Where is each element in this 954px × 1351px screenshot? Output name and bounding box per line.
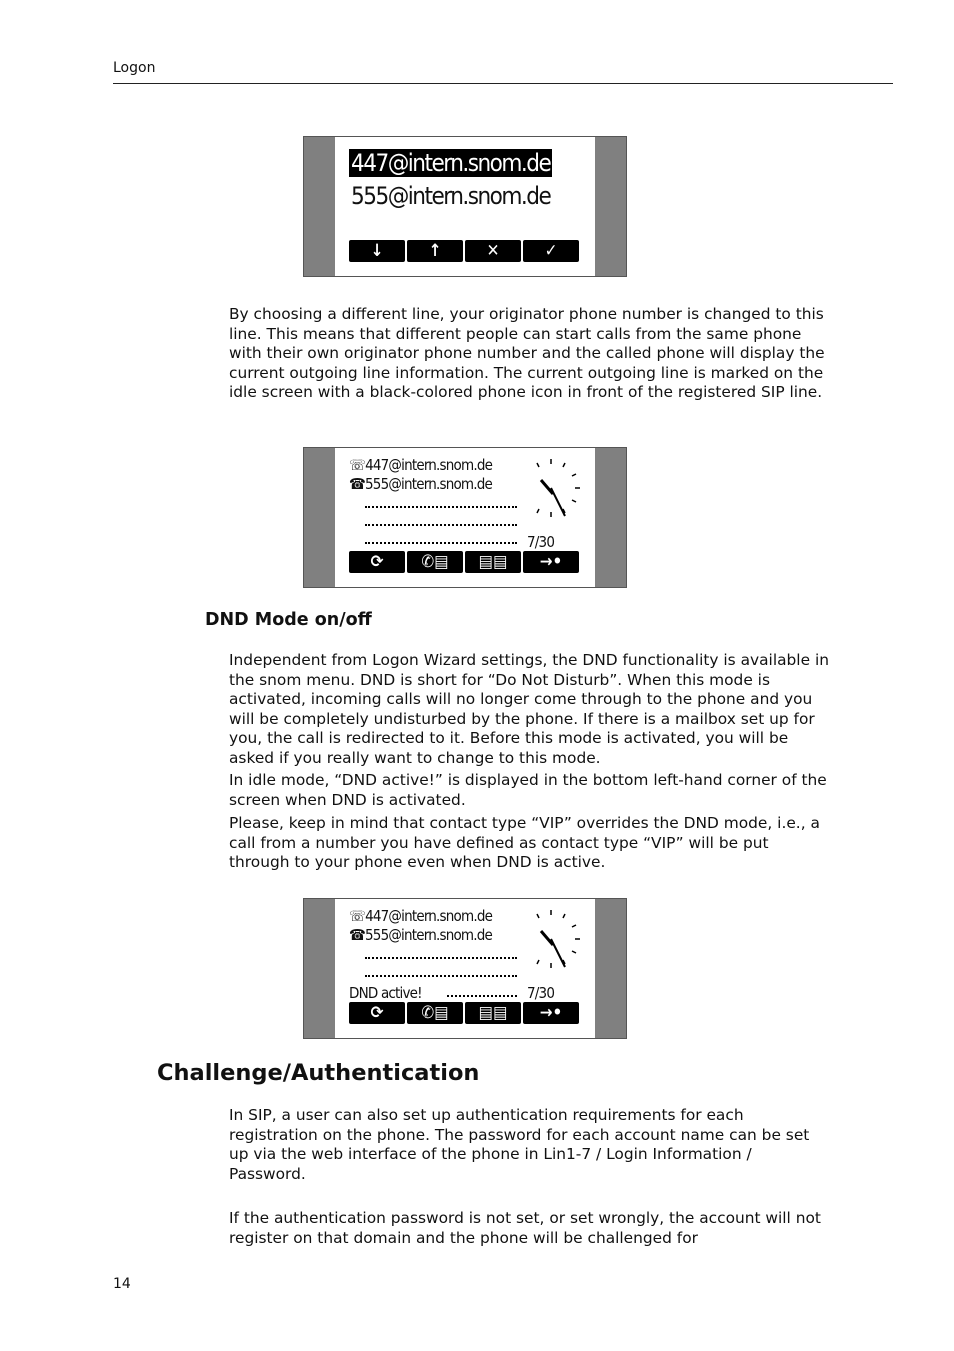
- section-heading-dnd: DND Mode on/off: [205, 610, 372, 630]
- lcd-display: [335, 448, 595, 587]
- paragraph-dnd-intro: Independent from Logon Wizard settings, the DND functionality is available in the snom menu. DND is short for “Do Not Disturb”. When this mode is activated, incoming calls will no longer come through to the phone and you will be completely undisturbed by the phone. If there is a mailbox set up for you, the call is redirected to it. Before this mode is activated, you will be asked if you really want to change to this mode.: [229, 651, 829, 767]
- selected-line: 447@intern.snom.de: [351, 149, 551, 177]
- lcd-display: [335, 137, 595, 276]
- screen-frame-left: [304, 137, 335, 276]
- registered-line-1: ☏447@intern.snom.de: [349, 456, 493, 474]
- paragraph-challenge-password: If the authentication password is not set, or set wrongly, the account will not register on that domain and the phone will be challenged for: [229, 1209, 821, 1247]
- up-arrow-icon: ↑: [407, 240, 463, 262]
- screen-frame-right: [595, 448, 626, 587]
- empty-line-placeholder: [365, 975, 517, 977]
- registered-line-2: ☎555@intern.snom.de: [349, 475, 493, 493]
- screen-frame-right: [595, 137, 626, 276]
- confirm-check-icon: ✓: [523, 240, 579, 262]
- page-header: Logon: [113, 60, 156, 76]
- analog-clock-icon: [519, 907, 583, 971]
- forward-icon: →•: [523, 551, 579, 573]
- screen-frame-left: [304, 448, 335, 587]
- date-display: 7/30: [527, 533, 555, 551]
- empty-line-placeholder: [365, 542, 517, 544]
- down-arrow-icon: ↓: [349, 240, 405, 262]
- empty-line-placeholder: [447, 995, 517, 997]
- date-display: 7/30: [527, 984, 555, 1002]
- phone-screen-line-select: [303, 136, 627, 277]
- paragraph-challenge-intro: In SIP, a user can also set up authentication requirements for each registration on the phone. The password for each account name can be set up via the web interface of the phone in Lin1-7 / Login Information / Password.: [229, 1106, 810, 1183]
- paragraph-dnd-vip: Please, keep in mind that contact type “VIP” overrides the DND mode, i.e., a call from a number you have defined as contact type “VIP” will be put through to your phone even when DND is active.: [229, 814, 820, 872]
- directory-icon: ▤▤: [465, 1002, 521, 1024]
- paragraph-line-selection: By choosing a different line, your originator phone number is changed to this line. This means that different people can start calls from the same phone with their own originator phone number and the called phone will display the current outgoing line information. The current outgoing line is marked on the idle screen with a black-colored phone icon in front of the registered SIP line.: [229, 305, 825, 402]
- empty-line-placeholder: [365, 524, 517, 526]
- softkey-bar: [349, 551, 579, 573]
- empty-line-placeholder: [365, 957, 517, 959]
- lcd-display: [335, 899, 595, 1038]
- section-heading-challenge: Challenge/Authentication: [157, 1060, 480, 1086]
- paragraph-dnd-idle: In idle mode, “DND active!” is displayed in the bottom left-hand corner of the screen when DND is activated.: [229, 771, 827, 809]
- call-list-icon: ✆▤: [407, 1002, 463, 1024]
- dnd-status-text: DND active!: [349, 984, 422, 1002]
- cancel-icon: ✕: [465, 240, 521, 262]
- header-rule: [113, 83, 893, 84]
- softkey-bar: [349, 1002, 579, 1024]
- analog-clock-icon: [519, 456, 583, 520]
- phone-screen-idle: [303, 447, 627, 588]
- call-list-icon: ✆▤: [407, 551, 463, 573]
- empty-line-placeholder: [365, 506, 517, 508]
- page-number: 14: [113, 1276, 131, 1292]
- softkey-bar: [349, 240, 579, 262]
- redial-icon: ⟳: [349, 551, 405, 573]
- registered-line-2: ☎555@intern.snom.de: [349, 926, 493, 944]
- directory-icon: ▤▤: [465, 551, 521, 573]
- screen-frame-right: [595, 899, 626, 1038]
- screen-frame-left: [304, 899, 335, 1038]
- registered-line-1: ☏447@intern.snom.de: [349, 907, 493, 925]
- redial-icon: ⟳: [349, 1002, 405, 1024]
- line-option: 555@intern.snom.de: [351, 182, 551, 210]
- phone-screen-dnd-active: [303, 898, 627, 1039]
- forward-icon: →•: [523, 1002, 579, 1024]
